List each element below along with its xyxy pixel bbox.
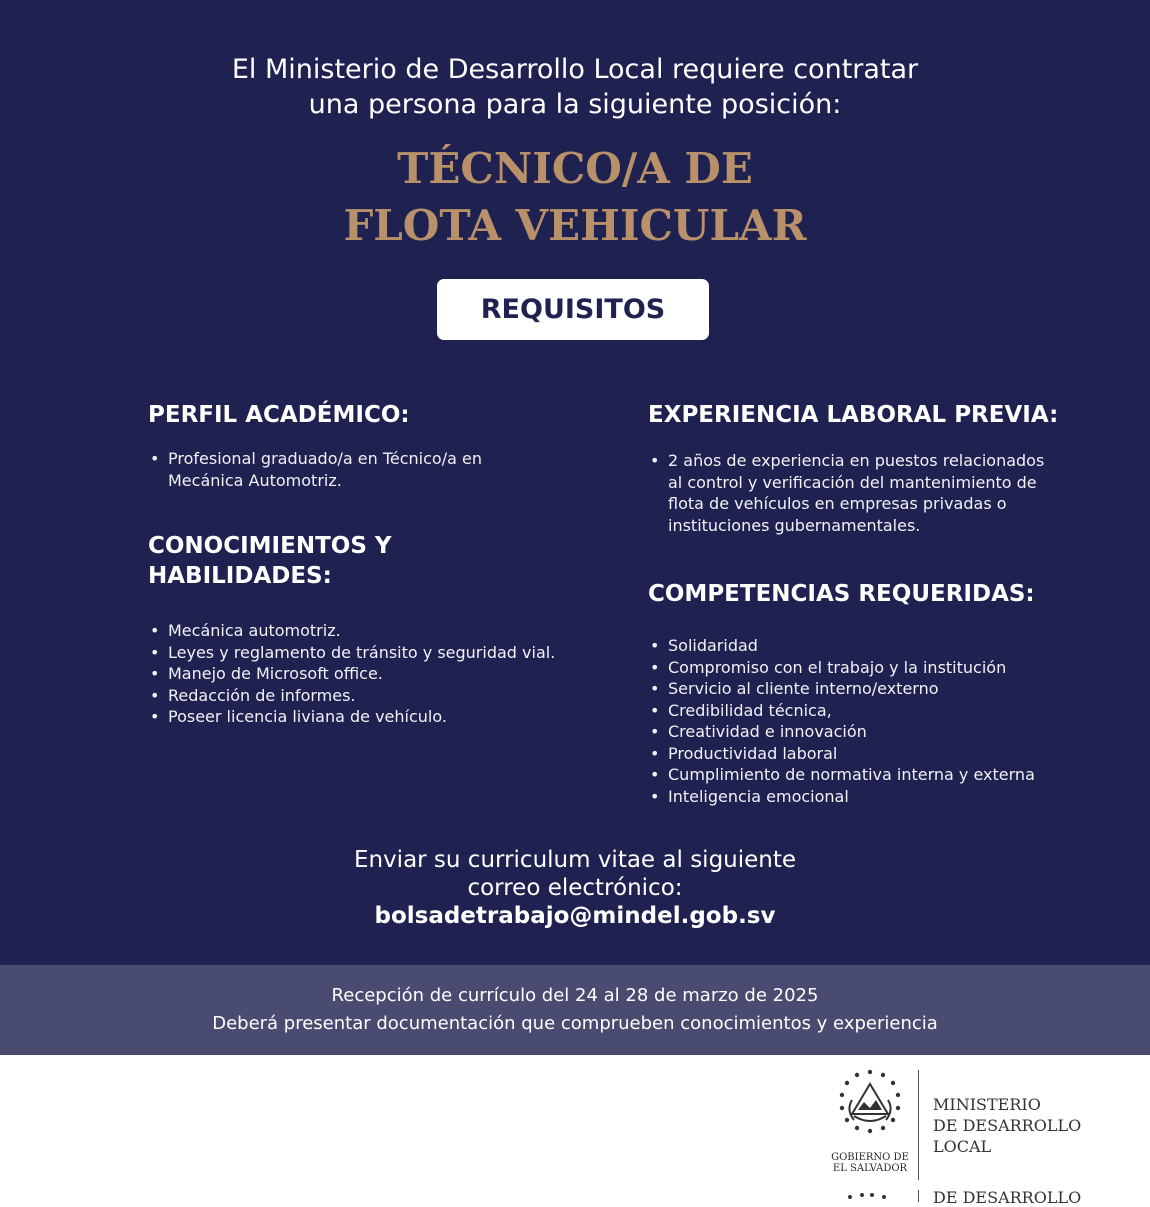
list-item-text: instituciones gubernamentales. [668,515,921,535]
bullet-icon: • [150,685,160,705]
list-item [148,448,588,491]
bullet-icon: • [650,679,660,698]
contact-email[interactable]: bolsadetrabajo@mindel.gob.sv [374,903,776,929]
list-item-text: Mecánica Automotriz. [168,470,342,490]
documentation-note: Deberá presentar documentación que comprueben conocimientos y experiencia [212,1013,938,1034]
list-item [648,635,1098,657]
list-item-text: Manejo de Microsoft office. [168,664,383,683]
gov-line-1: GOBIERNO DE [831,1152,909,1163]
bullet-icon: • [150,449,160,468]
competencies-list [648,635,1098,807]
list-item-text: 2 años de experiencia en puestos relacionados [668,451,1045,470]
logo-divider [918,1070,919,1180]
intro-text [0,52,1150,122]
job-title [0,140,1150,254]
list-item-text: Poseer licencia liviana de vehículo. [168,707,447,726]
academic-profile-heading: PERFIL ACADÉMICO: [148,402,410,428]
list-item-text: Mecánica automotriz. [168,621,341,640]
list-item [648,721,1098,743]
bullet-icon: • [650,657,660,677]
logo-divider-fragment [918,1190,919,1202]
list-item [148,620,588,642]
list-item-text: Profesional graduado/a en Técnico/a en [168,449,482,468]
list-item-text: Servicio al cliente interno/externo [668,679,939,698]
list-item-text: Inteligencia emocional [668,786,849,806]
list-item [648,743,1098,765]
bullet-icon: • [150,621,160,640]
job-title-line-2: FLOTA VEHICULAR [343,201,807,250]
competencies-heading: COMPETENCIAS REQUERIDAS: [648,581,1035,607]
experience-section [648,400,1098,536]
experience-heading: EXPERIENCIA LABORAL PREVIA: [648,402,1059,428]
ministry-line-3: LOCAL [933,1137,992,1156]
ministry-name [933,1094,1081,1157]
intro-line-2: una persona para la siguiente posición: [308,89,842,120]
ministry-name-fragment: DE DESARROLLO [933,1188,1082,1207]
knowledge-skills-heading [148,531,588,591]
knowledge-skills-list [148,620,588,728]
list-item-text: al control y verificación del mantenimiento de [668,472,1037,492]
list-item [648,678,1098,700]
seal-fragment-icon [832,1192,902,1202]
list-item [648,700,1098,722]
list-item [648,657,1098,679]
bullet-icon: • [650,451,660,470]
list-item [648,786,1098,808]
academic-profile-list [148,448,588,491]
knowledge-skills-heading-line-1: CONOCIMIENTOS Y [148,533,392,559]
list-item [148,642,588,664]
list-item-text: flota de vehículos en empresas privadas o [668,494,1007,513]
bullet-icon: • [650,722,660,741]
list-item [148,663,588,685]
reception-dates-band [0,965,1150,1055]
bullet-icon: • [650,743,660,763]
government-seal-block [820,1066,920,1174]
list-item-text: Redacción de informes. [168,685,356,705]
competencies-section [648,579,1098,807]
list-item-text: Compromiso con el trabajo y la institución [668,657,1007,677]
bullet-icon: • [650,700,660,720]
list-item [648,764,1098,786]
list-item [648,450,1098,536]
knowledge-skills-section [148,531,588,728]
requirements-button: REQUISITOS [437,279,709,340]
list-item-text: Cumplimiento de normativa interna y externa [668,765,1035,784]
cta-line-2: correo electrónico: [467,875,683,901]
cta-line-1: Enviar su curriculum vitae al siguiente [353,847,797,873]
list-item-text: Productividad laboral [668,743,838,763]
list-item-text: Solidaridad [668,636,758,655]
bullet-icon: • [150,664,160,683]
application-instructions [0,846,1150,930]
job-title-line-1: TÉCNICO/A DE [397,144,753,193]
ministry-line-2: DE DESARROLLO [933,1116,1082,1135]
bullet-icon: • [650,765,660,784]
bullet-icon: • [150,707,160,726]
list-item-text: Creatividad e innovación [668,722,867,741]
knowledge-skills-heading-line-2: HABILIDADES: [148,563,332,589]
list-item-text: Leyes y reglamento de tránsito y seguridad vial. [168,642,556,662]
experience-list [648,450,1098,536]
bullet-icon: • [650,636,660,655]
list-item [148,706,588,728]
academic-profile-section [148,400,588,491]
list-item [148,685,588,707]
ministry-line-1: MINISTERIO [933,1095,1041,1114]
bullet-icon: • [150,642,160,662]
gov-line-2: EL SALVADOR [832,1163,908,1174]
reception-dates-text: Recepción de currículo del 24 al 28 de marzo de 2025 [331,985,819,1006]
ministry-logo [820,1066,1150,1207]
list-item-text: Credibilidad técnica, [668,700,832,720]
intro-line-1: El Ministerio de Desarrollo Local requiere contratar [231,54,919,85]
el-salvador-seal-icon [830,1066,910,1144]
bullet-icon: • [650,786,660,806]
